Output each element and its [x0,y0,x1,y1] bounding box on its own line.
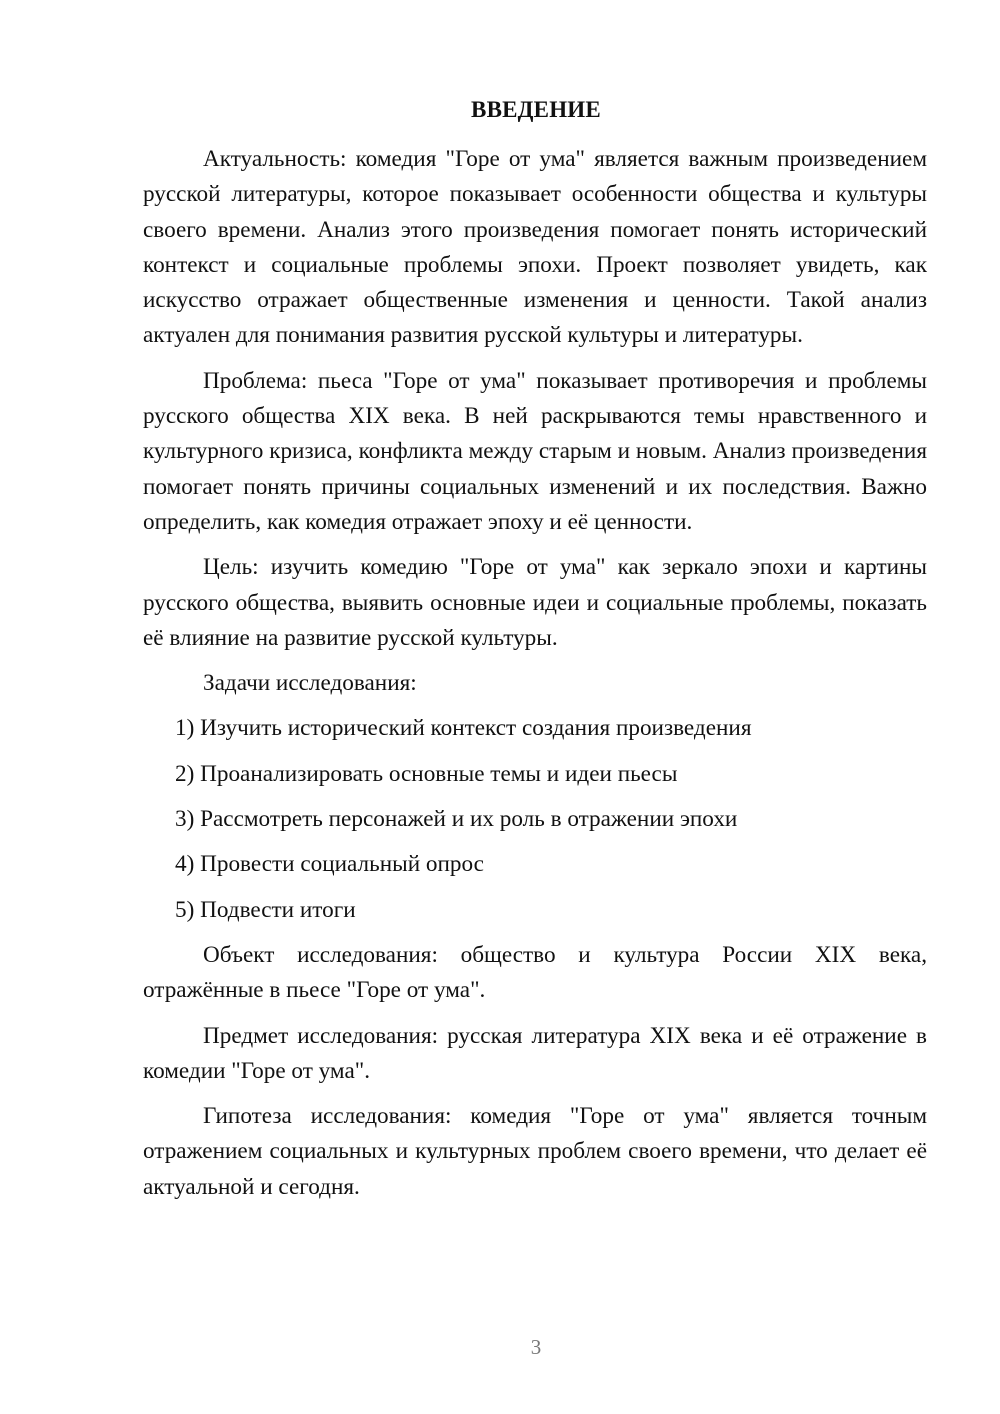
list-item: 3) Рассмотреть персонажей и их роль в отражении эпохи [175,806,738,833]
paragraph-relevance: Актуальность: комедия "Горе от ума" является важным произведением русской литературы, которое показывает особенности общества и культуры своего времени. Анализ этого произведения помогает понять исторический контекст и социальные проблемы эпохи. Проект позволяет увидеть, как искусство отражает общественные изменения и ценности. Такой анализ актуален для понимания развития русской культуры и литературы. [143,146,927,349]
list-item: 2) Проанализировать основные темы и идеи пьесы [175,760,678,787]
paragraph-object: Объект исследования: общество и культура России XIX века, отражённые в пьесе "Горе от ума". [143,941,927,1004]
paragraph-hypothesis: Гипотеза исследования: комедия "Горе от ума" является точным отражением социальных и культурных проблем своего времени, что делает её актуальной и сегодня. [143,1103,927,1200]
document-body [143,142,927,1215]
list-item: 4) Провести социальный опрос [175,851,484,878]
list-item: 1) Изучить исторический контекст создания произведения [175,715,752,742]
paragraph-problem: Проблема: пьеса "Горе от ума" показывает противоречия и проблемы русского общества XIX века. В ней раскрываются темы нравственного и культурного кризиса, конфликта между старым и новым. Анализ произведения помогает понять причины социальных изменений и их последствия. Важно определить, как комедия отражает эпоху и её ценности. [143,367,927,535]
page-title: ВВЕДЕНИЕ [471,97,601,122]
tasks-label: Задачи исследования: [203,670,417,697]
tasks-list [143,711,927,927]
paragraph-goal: Цель: изучить комедию "Горе от ума" как зеркало эпохи и картины русского общества, выявить основные идеи и социальные проблемы, показать её влияние на развитие русской культуры. [143,554,927,651]
paragraph-subject: Предмет исследования: русская литература XIX века и её отражение в комедии "Горе от ума". [143,1022,927,1084]
list-item: 5) Подвести итоги [175,896,356,923]
page-number: 3 [530,1335,542,1359]
